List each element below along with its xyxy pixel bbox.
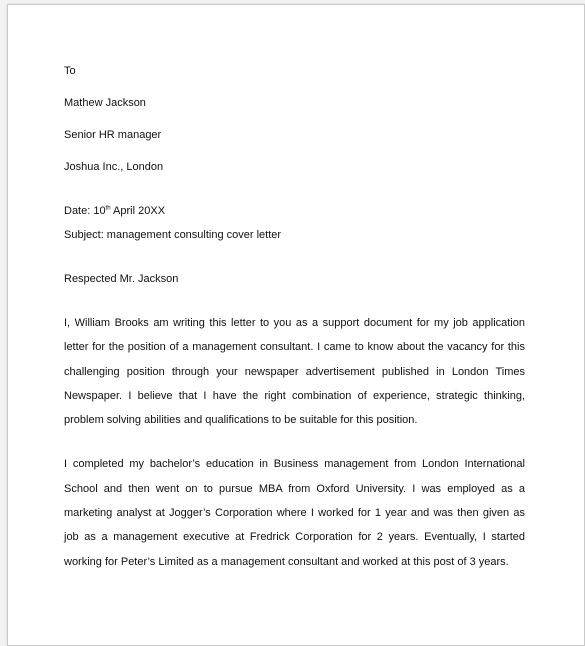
letter-date <box>64 199 525 223</box>
letter-subject: Subject: management consulting cover letter <box>64 229 282 241</box>
to-label: To <box>64 65 76 77</box>
recipient-company: Joshua Inc., London <box>64 161 164 173</box>
recipient-name: Mathew Jackson <box>64 97 146 109</box>
recipient-title: Senior HR manager <box>64 129 162 141</box>
body-paragraph-1: I, William Brooks am writing this letter to you as a support document for my job application letter for the position of a management consultant. I came to know about the vacancy for this challenging position through your newspaper advertisement published in London Times Newspaper. I believe that I have the right combination of experience, strategic thinking, problem solving abilities and qualifications to be suitable for this position. <box>64 317 525 427</box>
date-ordinal-suffix: th <box>105 205 111 212</box>
body-paragraph-2: I completed my bachelor’s education in Business management from London International School and then went on to pursue MBA from Oxford University. I was employed as a marketing analyst at Jogger’s Corporation where I worked for 1 year and was then given as job as a management executive at Fredrick Corporation for 2 years. Eventually, I started working for Peter’s Limited as a management consultant and worked at this post of 3 years. <box>64 458 525 568</box>
salutation: Respected Mr. Jackson <box>64 273 179 285</box>
document-page <box>7 4 585 646</box>
date-prefix: Date: 10 <box>64 205 106 217</box>
date-rest: April 20XX <box>110 205 166 217</box>
letter-body <box>64 59 525 574</box>
